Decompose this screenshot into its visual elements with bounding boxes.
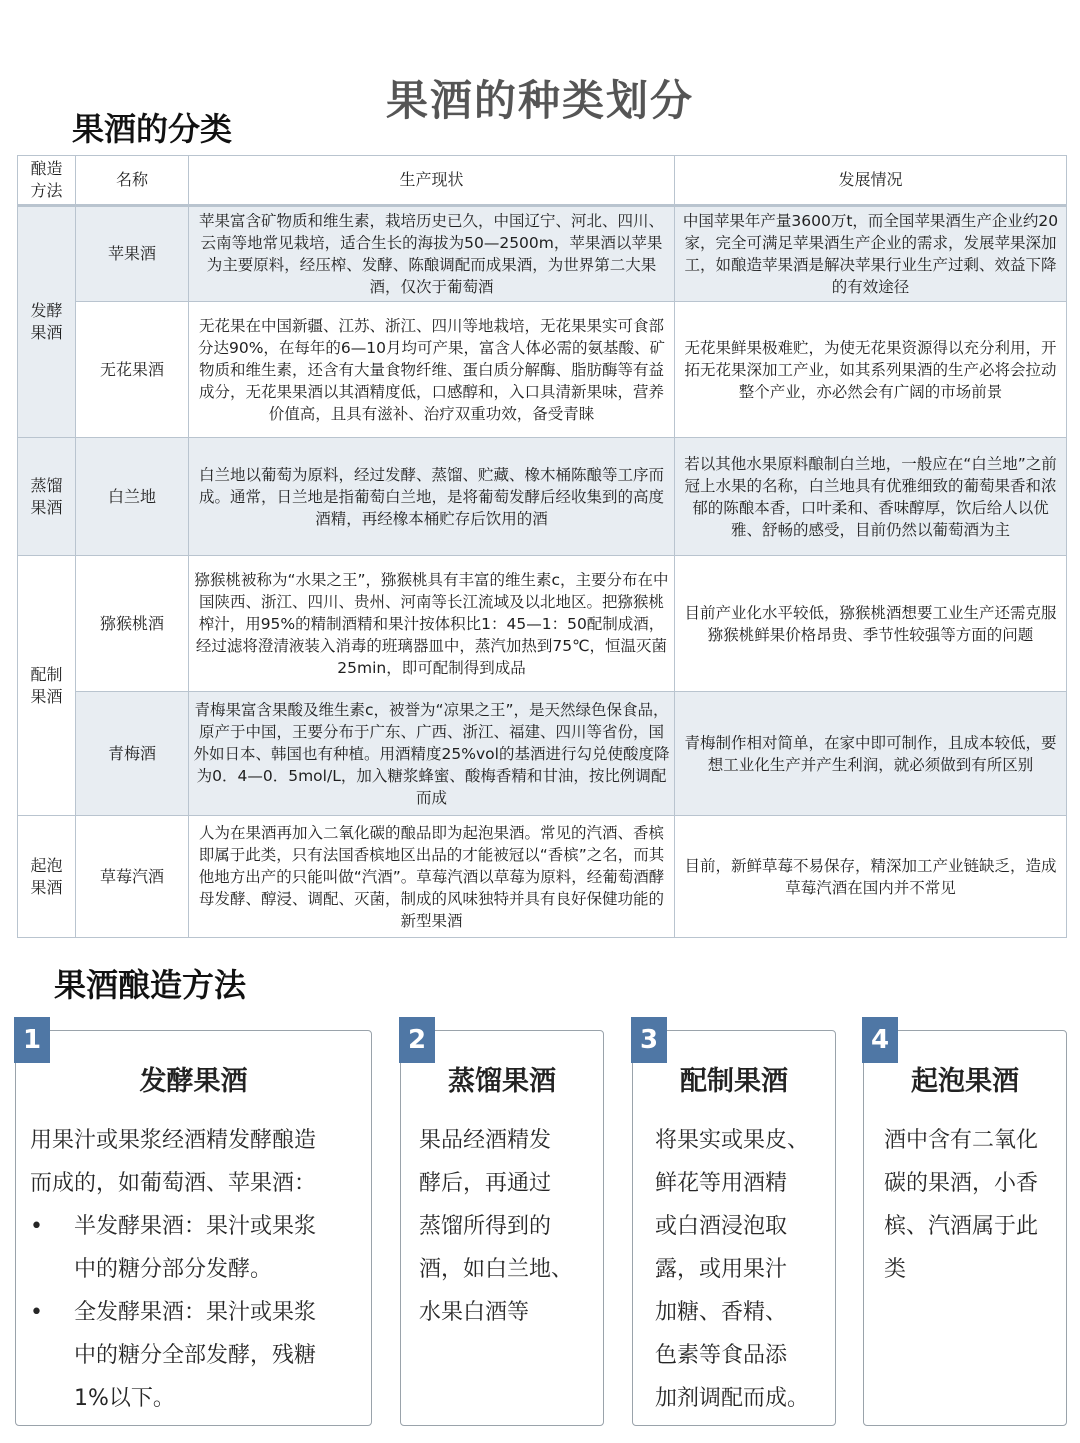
header-method-label: 酿造 方法 — [30, 159, 63, 200]
table-row — [18, 816, 1067, 938]
development-cell: 青梅制作相对简单，在家中即可制作，且成本较低，要想工业化生产并产生利润，就必须做到有所区别 — [675, 692, 1067, 816]
card-line: 酒，如白兰地、 — [419, 1257, 574, 1282]
table-row — [18, 206, 1067, 302]
card-line: 碳的果酒，小香 — [884, 1171, 1039, 1196]
card-number-badge: 1 — [14, 1017, 50, 1063]
card-title: 起泡果酒 — [911, 1066, 1019, 1097]
card-line: 酵后，再通过 — [419, 1171, 552, 1196]
card-title: 配制果酒 — [680, 1066, 788, 1097]
card-number-badge: 4 — [862, 1017, 898, 1063]
development-cell: 无花果鲜果极难贮，为使无花果资源得以充分利用，开拓无花果深加工产业，如其系列果酒的生产必将会拉动整个产业，亦必然会有广阔的市场前景 — [675, 302, 1067, 438]
card-line: 露，或用果汁 — [655, 1257, 788, 1282]
card-body — [419, 1119, 599, 1334]
card-line: 鲜花等用酒精 — [655, 1171, 788, 1196]
card-title: 发酵果酒 — [139, 1066, 248, 1097]
card-line: 加糖、香精、 — [655, 1300, 788, 1325]
name-cell: 青梅酒 — [76, 692, 189, 816]
method-cell — [18, 816, 76, 938]
method-card-fermented — [15, 1025, 372, 1426]
header-name: 名称 — [76, 156, 189, 206]
development-cell: 目前产业化水平较低，猕猴桃酒想要工业生产还需克服猕猴桃鲜果价格昂贵、季节性较强等方面的问题 — [675, 556, 1067, 692]
status-cell: 无花果在中国新疆、江苏、浙江、四川等地栽培，无花果果实可食部分达90%，在每年的6—10月均可产果，富含人体必需的氨基酸、矿物质和维生素，还含有大量食物纤维、蛋白质分解酶、脂肪酶等有益成分，无花果果酒以其酒精度低，口感醇和，入口具清新果味，营养价值高，且具有滋补、治疗双重功效，备受青睐 — [189, 302, 675, 438]
name-cell: 苹果酒 — [76, 206, 189, 302]
card-bullet-line: • 半发酵果酒：果汁或果浆 — [74, 1214, 317, 1239]
card-body — [30, 1119, 365, 1420]
card-bullet — [30, 1291, 365, 1420]
status-cell: 青梅果富含果酸及维生素c，被誉为“凉果之王”，是天然绿色保食品，原产于中国，王要分布于广东、广西、浙江、福建、四川等省份，国外如日本、韩国也有种植。用酒精度25%vol的基酒进行勾兑使酸度降为0．4—0．5mol/L，加入糖浆蜂蜜、酸梅香精和甘油，按比例调配而成 — [189, 692, 675, 816]
section-title-classification: 果酒的分类 — [72, 110, 233, 148]
name-cell: 白兰地 — [76, 438, 189, 556]
card-line: 将果实或果皮、 — [655, 1128, 810, 1153]
card-line: 槟、汽酒属于此 — [884, 1214, 1039, 1239]
table-row — [18, 438, 1067, 556]
method-cell — [18, 556, 76, 816]
card-bullet — [30, 1205, 365, 1291]
table-row — [18, 692, 1067, 816]
status-cell: 苹果富含矿物质和维生素，栽培历史已久，中国辽宁、河北、四川、云南等地常见栽培，适合生长的海拔为50—2500m，苹果酒以苹果为主要原料，经压榨、发酵、陈酿调配而成果酒，为世界第二大果酒，仅次于葡萄酒 — [189, 206, 675, 302]
development-cell: 中国苹果年产量3600万t，而全国苹果酒生产企业约20家，完全可满足苹果酒生产企业的需求，发展苹果深加工，如酿造苹果酒是解决苹果行业生产过剩、效益下降的有效途径 — [675, 206, 1067, 302]
card-line: 酒中含有二氧化 — [884, 1128, 1039, 1153]
card-body — [655, 1119, 833, 1420]
method-card-sparkling — [863, 1025, 1067, 1426]
development-cell: 若以其他水果原料酿制白兰地，一般应在“白兰地”之前冠上水果的名称，白兰地具有优雅细致的葡萄果香和浓郁的陈酿本香，口叶柔和、香味醇厚，饮后给人以优雅、舒畅的感受，目前仍然以葡萄酒为主 — [675, 438, 1067, 556]
classification-table — [17, 155, 1067, 938]
card-number-badge: 2 — [399, 1017, 435, 1063]
method-label: 配制 果酒 — [30, 664, 63, 706]
status-cell: 白兰地以葡萄为原料，经过发酵、蒸馏、贮藏、橡木桶陈酿等工序而成。通常，日兰地是指葡萄白兰地，是将葡萄发酵后经收集到的高度酒精，再经橡本桶贮存后饮用的酒 — [189, 438, 675, 556]
method-cell — [18, 206, 76, 438]
header-method — [18, 156, 76, 206]
card-line: 色素等食品添 — [655, 1343, 788, 1368]
card-line: 水果白酒等 — [419, 1300, 530, 1325]
method-label: 发酵 果酒 — [30, 301, 63, 342]
card-number-badge: 3 — [631, 1017, 667, 1063]
section-title-methods: 果酒酿造方法 — [54, 966, 247, 1004]
card-line: 或白酒浸泡取 — [655, 1214, 788, 1239]
card-bullet-line: 中的糖分全部发酵，残糖 — [74, 1343, 317, 1368]
card-bullet-line: • 全发酵果酒：果汁或果浆 — [74, 1300, 317, 1325]
header-development: 发展情况 — [675, 156, 1067, 206]
header-status: 生产现状 — [189, 156, 675, 206]
card-line: 而成的，如葡萄酒、苹果酒： — [30, 1171, 317, 1196]
table-header-row — [18, 156, 1067, 206]
development-cell: 目前，新鲜草莓不易保存，精深加工产业链缺乏，造成草莓汽酒在国内并不常见 — [675, 816, 1067, 938]
name-cell: 猕猴桃酒 — [76, 556, 189, 692]
card-title: 蒸馏果酒 — [448, 1066, 556, 1097]
method-card-distilled — [400, 1025, 604, 1426]
name-cell: 无花果酒 — [76, 302, 189, 438]
name-cell: 草莓汽酒 — [76, 816, 189, 938]
card-body — [884, 1119, 1064, 1291]
status-cell: 人为在果酒再加入二氧化碳的酿品即为起泡果酒。常见的汽酒、香槟即属于此类，只有法国香槟地区出品的才能被冠以“香槟”之名，而其他地方出产的只能叫做“汽酒”。草莓汽酒以草莓为原料，经葡萄酒酵母发酵、醇浸、调配、灭菌，制成的风味独特并具有良好保健功能的新型果酒 — [189, 816, 675, 938]
card-line: 蒸馏所得到的 — [419, 1214, 552, 1239]
card-line: 用果汁或果浆经酒精发酵酿造 — [30, 1128, 317, 1153]
method-label: 蒸馏 果酒 — [30, 475, 63, 517]
card-bullet-line: 中的糖分部分发酵。 — [74, 1257, 273, 1282]
method-cell — [18, 438, 76, 556]
table-row — [18, 302, 1067, 438]
card-bullet-line: 1%以下。 — [74, 1386, 175, 1411]
card-line: 类 — [884, 1257, 907, 1282]
status-cell: 猕猴桃被称为“水果之王”，猕猴桃具有丰富的维生素c，主要分布在中国陕西、浙江、四川、贵州、河南等长江流域及以北地区。把猕猴桃榨汁，用95%的精制酒精和果汁按体积比1：45—1：50配制成酒，经过滤将澄清液装入消毒的班璃器皿中，蒸汽加热到75℃，恒温灭菌25min，即可配制得到成品 — [189, 556, 675, 692]
table-row — [18, 556, 1067, 692]
method-card-blended — [632, 1025, 836, 1426]
page-title: 果酒的种类划分 — [385, 76, 694, 125]
card-line: 加剂调配而成。 — [655, 1386, 810, 1411]
card-line: 果品经酒精发 — [419, 1128, 552, 1153]
method-label: 起泡 果酒 — [30, 855, 63, 897]
